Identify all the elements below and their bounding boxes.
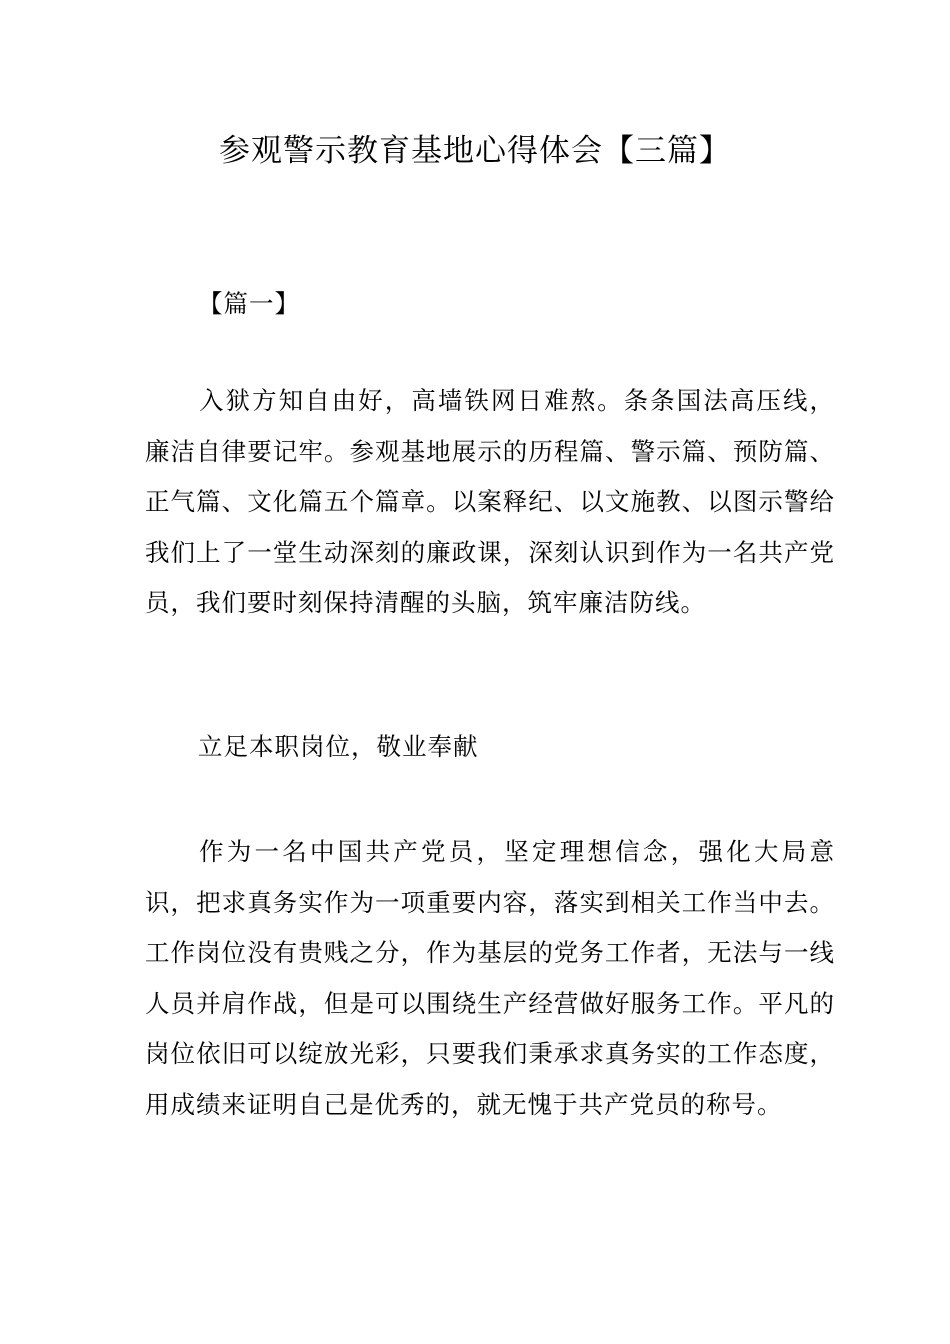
paragraph-intro: 入狱方知自由好，高墙铁网日难熬。条条国法高压线，廉洁自律要记牢。参观基地展示的历程篇、警示篇、预防篇、正气篇、文化篇五个篇章。以案释纪、以文施教、以图示警给我们上了一堂生动深刻的廉政课，深刻认识到作为一名共产党员，我们要时刻保持清醒的头脑，筑牢廉洁防线。: [145, 386, 835, 617]
subheading-dedication: 立足本职岗位，敬业奉献: [198, 732, 479, 761]
paragraph-party-member: 作为一名中国共产党员，坚定理想信念，强化大局意识，把求真务实作为一项重要内容，落实到相关工作当中去。工作岗位没有贵贱之分，作为基层的党务工作者，无法与一线人员并肩作战，但是可以围绕生产经营做好服务工作。平凡的岗位依旧可以绽放光彩，只要我们秉承求真务实的工作态度，用成绩来证明自己是优秀的，就无愧于共产党员的称号。: [145, 837, 835, 1119]
document-title: 参观警示教育基地心得体会【三篇】: [219, 133, 731, 169]
section-label: 【篇一】: [198, 289, 300, 318]
